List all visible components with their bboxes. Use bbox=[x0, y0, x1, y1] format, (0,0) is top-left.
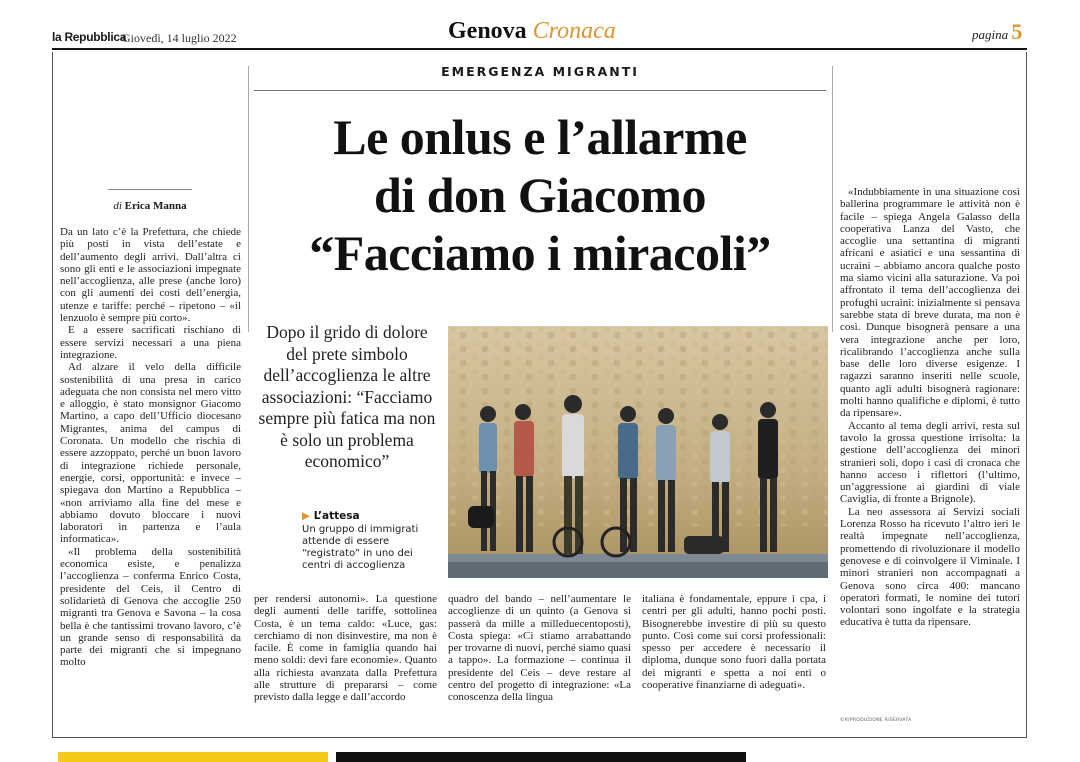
headline bbox=[254, 108, 826, 282]
copyright-notice: ©RIPRODUZIONE RISERVATA bbox=[840, 718, 912, 723]
paragraph: «Il problema della sostenibilità economica esiste, e penalizza l’accoglienza – conferma Enrico Costa, presidente del Ceis, il Centro di solidarietà di Genova che accoglie 250 migranti tra Genova e Savona – la cosa bella è che tantissimi trovano lavoro, c’è un grande senso di responsabilità da parte dei migranti che si impegnano molto bbox=[60, 545, 241, 669]
paragraph: Accanto al tema degli arrivi, resta sul tavolo la grossa questione irrisolta: la gestione dell’accoglienza dei minori stranieri soli, dopo i casi di cronaca che hanno acceso i riflettori (l’ultimo, un’aggressione ai giardini di viale Caviglia, di fronte a Brignole). bbox=[840, 419, 1020, 506]
frame-left bbox=[52, 52, 53, 738]
kicker: EMERGENZA MIGRANTI bbox=[441, 64, 639, 79]
page-number: 5 bbox=[1011, 19, 1023, 44]
column-rule bbox=[248, 66, 249, 332]
kicker-rule bbox=[254, 90, 826, 91]
masthead: la Repubblica bbox=[52, 30, 127, 44]
frame-right bbox=[1026, 52, 1027, 738]
headline-line: “Facciamo i miracoli” bbox=[309, 225, 771, 281]
paragraph: italiana è fondamentale, eppure i cpa, i centri per gli adulti, hanno pochi posti. Bisognerebbe investire di più su questo punto. Così come sui corsi professionali: spesso per accedere è necessario il diploma, dunque sono fuori dalla portata dei migranti e spetta a noi enti o cooperative finanziarne di adeguati». bbox=[642, 593, 826, 692]
body-column-3 bbox=[448, 593, 631, 704]
column-rule bbox=[832, 66, 833, 332]
page-label: pagina bbox=[972, 27, 1009, 42]
byline-rule bbox=[108, 189, 192, 190]
section-name: Genova bbox=[448, 18, 527, 44]
paragraph: «Indubbiamente in una situazione così ballerina programmare le attività non è facile – spiega Angela Galasso della cooperativa Lanza del Vasto, che accoglie una settantina di migranti africani e asiatici e una sessantina di ucraini – abbiamo ancora qualche posto ma siamo vicini alla saturazione. Va poi affrontato il tema dell’accoglienza dei profughi ucraini: inizialmente si pensava sarebbe stata di breve durata, ma non è così. Dunque bisognerà pensare a una vera integrazione anche per loro, ricalibrando l’accoglienza anche sulla base delle loro diverse esigenze. I ragazzi saranno inseriti nelle scuole, quanto agli adulti bisognerà ragionare: molti hanno qualifiche e diplomi, è tutto da ripensare». bbox=[840, 186, 1020, 420]
page-indicator bbox=[972, 19, 1022, 45]
paragraph: per rendersi autonomi». La questione degli aumenti delle tariffe, sottolinea Costa, è un tema caldo: «Luce, gas: cerchiamo di non disinvestire, ma non è facile. È come in famiglia quando hai meno soldi: devi fare economie». Quanto alla richiesta avanzata dalla Prefettura alle strutture di prepararsi – come previsto dalla legge e dall’accordo bbox=[254, 593, 437, 704]
caption-title bbox=[302, 510, 360, 522]
photo-caption: Un gruppo di immigrati attende di essere “registrato” in uno dei centri di accoglienza bbox=[302, 524, 419, 571]
body-column-2 bbox=[254, 593, 437, 704]
paragraph: quadro del bando – nell’aumentare le accoglienze di un quinto (a Genova si passerà da mille a milleduecentoposti), Costa spiega: «Ci stiamo arrabattando per trovarne di nuovi, perché siamo quasi a tappo». La formazione – continua il presidente del Ceis – deve restare al centro del progetto di integrazione: «La conoscenza della lingua bbox=[448, 593, 631, 704]
paragraph: Ad alzare il velo della difficile sostenibilità di una presa in carico adeguata che non consista nel mero vitto e alloggio, è stato monsignor Giacomo Martino, a capo dell’Ufficio diocesano Migrantes, anima del campus di Coronata. Un modello che rischia di essere azzoppato, perché un buon lavoro di integrazione richiede personale, energie, corsi, opportunità: e invece – spiegava don Martino a Repubblica – «non arriviamo alla fine del mese e abbiamo dovuto bloccare i nuovi laboratori in partenza e l’aula informatica». bbox=[60, 361, 241, 546]
caption-title-text: L’attesa bbox=[313, 510, 360, 522]
ad-banner-yellow bbox=[58, 752, 328, 762]
issue-date: Giovedì, 14 luglio 2022 bbox=[122, 31, 237, 45]
standfirst: Dopo il grido di dolore del prete simbolo dell’accoglienza le altre associazioni: “Facciamo sempre più fatica ma non è solo un problema economico” bbox=[258, 322, 436, 471]
photo-migrants bbox=[448, 326, 828, 578]
paragraph: La neo assessora ai Servizi sociali Lorenza Rosso ha ricevuto l’altro ieri le realtà impegnate nell’accoglienza, promettendo di rivoluzionare il modello genovese e di coinvolgere il Viminale. I minori stranieri non accompagnati a Genova sono circa 400: mancano operatori formati, le nomine dei tutori volontari sono ingolfate e la strategia educativa è tutta da ripensare. bbox=[840, 505, 1020, 629]
paragraph: Da un lato c’è la Prefettura, che chiede più posti in vista dell’estate e dell’aumento degli arrivi. Dall’altra ci sono gli enti e le associazioni impegnate nell’accoglienza, alle prese (anche loro) con gli aumenti dei costi dell’energia, utenze e tariffe: perché – ripetono – «il lenzuolo è sempre più corto». bbox=[60, 226, 241, 325]
ad-banner-black bbox=[336, 752, 746, 762]
photo-illustration bbox=[448, 326, 828, 578]
subsection-name: Cronaca bbox=[532, 18, 616, 44]
section-title bbox=[448, 18, 616, 45]
headline-line: di don Giacomo bbox=[374, 167, 706, 223]
paragraph: E a essere sacrificati rischiano di essere servizi necessari a una piena integrazione. bbox=[60, 324, 241, 361]
headline-line: Le onlus e l’allarme bbox=[333, 109, 747, 165]
header-rule bbox=[52, 48, 1027, 50]
caption-arrow-icon: ▶ bbox=[302, 510, 311, 522]
frame-bottom bbox=[52, 737, 1027, 738]
body-column-4 bbox=[642, 593, 826, 691]
byline-prefix: di bbox=[113, 200, 122, 212]
body-column-5 bbox=[840, 186, 1020, 629]
byline bbox=[60, 200, 240, 212]
author-name: Erica Manna bbox=[124, 200, 187, 212]
body-column-1 bbox=[60, 226, 241, 669]
